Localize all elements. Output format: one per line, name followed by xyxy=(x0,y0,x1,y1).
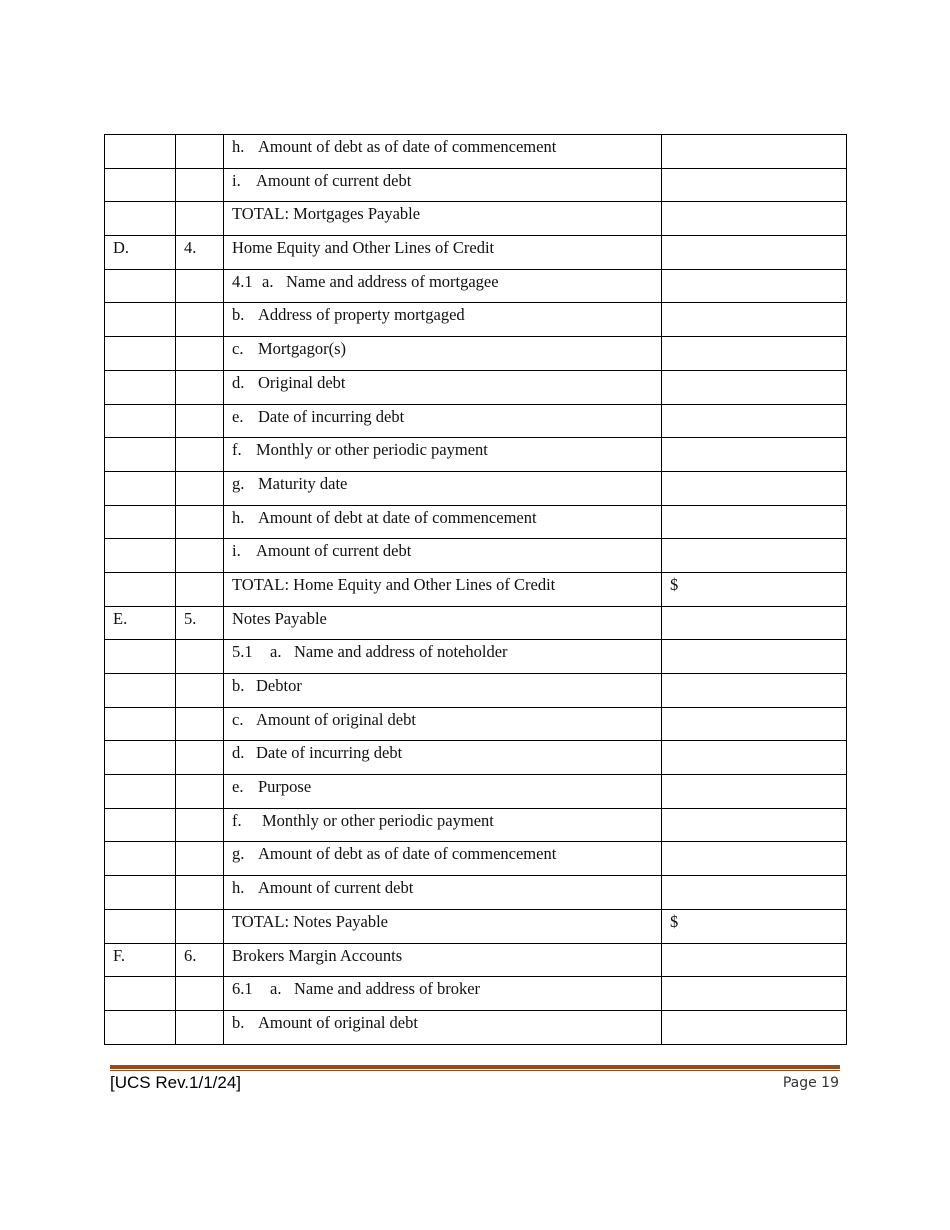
value-cell[interactable] xyxy=(662,438,847,472)
item-marker: h. xyxy=(232,137,245,156)
item-number-cell xyxy=(176,977,224,1011)
section-letter-cell xyxy=(105,269,176,303)
item-marker: g. xyxy=(232,844,245,864)
item-text: Amount of debt as of date of commencement xyxy=(258,844,557,864)
total-label-cell: TOTAL: Notes Payable xyxy=(224,909,662,943)
footer-rule-thin xyxy=(110,1070,840,1071)
value-cell[interactable]: $ xyxy=(662,572,847,606)
item-text: Amount of current debt xyxy=(258,878,414,898)
item-marker: d. xyxy=(232,372,245,392)
description-cell xyxy=(224,303,662,337)
item-number-cell xyxy=(176,775,224,809)
table-row xyxy=(105,236,847,270)
item-marker: e. xyxy=(232,406,244,426)
value-cell[interactable] xyxy=(662,539,847,573)
section-letter-cell xyxy=(105,438,176,472)
financial-disclosure-table xyxy=(104,134,847,1045)
table-row xyxy=(105,640,847,674)
total-label-cell: TOTAL: Home Equity and Other Lines of Credit xyxy=(224,572,662,606)
section-letter-cell xyxy=(105,370,176,404)
table-row xyxy=(105,842,847,876)
item-number-cell xyxy=(176,572,224,606)
table-row xyxy=(105,674,847,708)
item-number-cell xyxy=(176,674,224,708)
table-row xyxy=(105,269,847,303)
item-marker: a. xyxy=(270,979,282,999)
description-cell xyxy=(224,640,662,674)
description-cell xyxy=(224,438,662,472)
item-number-cell xyxy=(176,539,224,573)
section-heading-cell: Brokers Margin Accounts xyxy=(224,943,662,977)
item-marker: f. xyxy=(232,810,242,830)
item-number-cell xyxy=(176,909,224,943)
item-marker: g. xyxy=(232,473,245,493)
table-row xyxy=(105,572,847,606)
value-cell[interactable] xyxy=(662,404,847,438)
section-letter-cell xyxy=(105,977,176,1011)
item-marker: b. xyxy=(232,305,245,325)
table-row xyxy=(105,606,847,640)
item-text: Mortgagor(s) xyxy=(258,339,346,359)
item-text: Purpose xyxy=(258,777,312,797)
table-row xyxy=(105,741,847,775)
description-cell xyxy=(224,269,662,303)
description-cell xyxy=(224,876,662,910)
table-row xyxy=(105,168,847,202)
table-row xyxy=(105,775,847,809)
table-row xyxy=(105,438,847,472)
table-row xyxy=(105,808,847,842)
item-text: Monthly or other periodic payment xyxy=(262,810,494,830)
description-cell xyxy=(224,471,662,505)
table-row xyxy=(105,505,847,539)
footer-rule xyxy=(110,1065,840,1069)
description-cell xyxy=(224,977,662,1011)
value-cell[interactable] xyxy=(662,370,847,404)
table-row xyxy=(105,135,847,169)
value-cell[interactable] xyxy=(662,842,847,876)
item-number-cell xyxy=(176,1010,224,1044)
description-cell xyxy=(224,707,662,741)
item-number-cell xyxy=(176,741,224,775)
description-cell xyxy=(224,741,662,775)
table-row xyxy=(105,707,847,741)
item-number-cell xyxy=(176,707,224,741)
section-letter-cell xyxy=(105,808,176,842)
section-letter-cell xyxy=(105,876,176,910)
item-text: Amount of debt as of date of commencement xyxy=(258,137,557,156)
value-cell[interactable] xyxy=(662,640,847,674)
value-cell[interactable] xyxy=(662,135,847,169)
item-number-cell xyxy=(176,842,224,876)
section-letter-cell xyxy=(105,168,176,202)
section-letter-cell xyxy=(105,741,176,775)
table-row xyxy=(105,303,847,337)
item-marker: h. xyxy=(232,507,245,527)
item-number-cell xyxy=(176,168,224,202)
description-cell xyxy=(224,168,662,202)
item-number-cell xyxy=(176,337,224,371)
section-letter-cell xyxy=(105,202,176,236)
item-marker: i. xyxy=(232,541,241,561)
description-cell xyxy=(224,808,662,842)
item-number-cell xyxy=(176,505,224,539)
item-text: Name and address of mortgagee xyxy=(286,271,499,291)
page-number: Page 19 xyxy=(782,1075,839,1091)
item-text: Address of property mortgaged xyxy=(258,305,465,325)
table-row xyxy=(105,202,847,236)
value-cell[interactable] xyxy=(662,202,847,236)
item-text: Amount of current debt xyxy=(256,541,412,561)
value-cell[interactable]: $ xyxy=(662,909,847,943)
value-cell[interactable] xyxy=(662,269,847,303)
value-cell[interactable] xyxy=(662,168,847,202)
item-marker: b. xyxy=(232,676,245,695)
table-row xyxy=(105,471,847,505)
table-row xyxy=(105,1010,847,1044)
item-marker: c. xyxy=(232,709,244,729)
section-letter-cell xyxy=(105,505,176,539)
value-cell[interactable] xyxy=(662,943,847,977)
item-text: Amount of original debt xyxy=(258,1012,418,1032)
description-cell xyxy=(224,1010,662,1044)
value-cell[interactable] xyxy=(662,876,847,910)
section-heading-cell: Home Equity and Other Lines of Credit xyxy=(224,236,662,270)
item-number-cell xyxy=(176,404,224,438)
table-row xyxy=(105,909,847,943)
section-letter-cell xyxy=(105,471,176,505)
description-cell xyxy=(224,337,662,371)
value-cell[interactable] xyxy=(662,775,847,809)
description-cell xyxy=(224,505,662,539)
value-cell[interactable] xyxy=(662,707,847,741)
item-text: Name and address of broker xyxy=(294,979,481,999)
description-cell xyxy=(224,370,662,404)
section-letter-cell: D. xyxy=(105,236,176,270)
item-number-cell: 5. xyxy=(176,606,224,640)
item-text: Original debt xyxy=(258,372,346,392)
item-text: Monthly or other periodic payment xyxy=(256,440,488,460)
value-cell[interactable] xyxy=(662,606,847,640)
item-marker: i. xyxy=(232,170,241,190)
item-text: Debtor xyxy=(256,676,302,695)
section-letter-cell xyxy=(105,135,176,169)
section-letter-cell xyxy=(105,775,176,809)
item-marker: f. xyxy=(232,440,242,460)
section-heading-cell: Notes Payable xyxy=(224,606,662,640)
item-marker: a. xyxy=(270,642,282,662)
value-cell[interactable] xyxy=(662,741,847,775)
item-marker: a. xyxy=(262,271,274,291)
item-text: Maturity date xyxy=(258,473,348,493)
revision-label: [UCS Rev.1/1/24] xyxy=(110,1073,242,1092)
value-cell[interactable] xyxy=(662,505,847,539)
value-cell[interactable] xyxy=(662,674,847,708)
value-cell[interactable] xyxy=(662,303,847,337)
description-cell xyxy=(224,404,662,438)
item-text: Date of incurring debt xyxy=(256,743,403,763)
item-marker: h. xyxy=(232,878,245,898)
section-letter-cell xyxy=(105,640,176,674)
subitem-number: 4.1 xyxy=(232,271,253,291)
item-number-cell xyxy=(176,303,224,337)
value-cell[interactable] xyxy=(662,337,847,371)
value-cell[interactable] xyxy=(662,808,847,842)
section-letter-cell: E. xyxy=(105,606,176,640)
section-letter-cell xyxy=(105,674,176,708)
item-number-cell xyxy=(176,876,224,910)
section-letter-cell xyxy=(105,303,176,337)
table-row xyxy=(105,404,847,438)
item-number-cell xyxy=(176,471,224,505)
section-letter-cell xyxy=(105,404,176,438)
item-number-cell xyxy=(176,640,224,674)
item-number-cell xyxy=(176,808,224,842)
item-number-cell xyxy=(176,269,224,303)
item-text: Date of incurring debt xyxy=(258,406,405,426)
item-text: Amount of current debt xyxy=(256,170,412,190)
item-marker: e. xyxy=(232,777,244,797)
table-row xyxy=(105,943,847,977)
total-label-cell: TOTAL: Mortgages Payable xyxy=(224,202,662,236)
section-letter-cell xyxy=(105,1010,176,1044)
value-cell[interactable] xyxy=(662,1010,847,1044)
description-cell xyxy=(224,539,662,573)
table-row xyxy=(105,977,847,1011)
section-letter-cell xyxy=(105,842,176,876)
value-cell[interactable] xyxy=(662,977,847,1011)
item-marker: c. xyxy=(232,339,244,359)
value-cell[interactable] xyxy=(662,471,847,505)
section-letter-cell xyxy=(105,909,176,943)
table-row xyxy=(105,539,847,573)
item-text: Amount of debt at date of commencement xyxy=(258,507,537,527)
description-cell xyxy=(224,842,662,876)
value-cell[interactable] xyxy=(662,236,847,270)
item-marker: b. xyxy=(232,1012,245,1032)
section-letter-cell: F. xyxy=(105,943,176,977)
table-row xyxy=(105,876,847,910)
section-letter-cell xyxy=(105,539,176,573)
table-row xyxy=(105,337,847,371)
section-letter-cell xyxy=(105,707,176,741)
item-text: Amount of original debt xyxy=(256,709,416,729)
table-row xyxy=(105,370,847,404)
item-text: Name and address of noteholder xyxy=(294,642,508,662)
item-number-cell xyxy=(176,438,224,472)
subitem-number: 6.1 xyxy=(232,979,253,999)
description-cell xyxy=(224,674,662,708)
item-number-cell xyxy=(176,202,224,236)
section-letter-cell xyxy=(105,337,176,371)
item-number-cell xyxy=(176,135,224,169)
description-cell xyxy=(224,775,662,809)
description-cell xyxy=(224,135,662,169)
subitem-number: 5.1 xyxy=(232,642,253,662)
section-letter-cell xyxy=(105,572,176,606)
item-marker: d. xyxy=(232,743,245,763)
item-number-cell: 6. xyxy=(176,943,224,977)
item-number-cell: 4. xyxy=(176,236,224,270)
item-number-cell xyxy=(176,370,224,404)
